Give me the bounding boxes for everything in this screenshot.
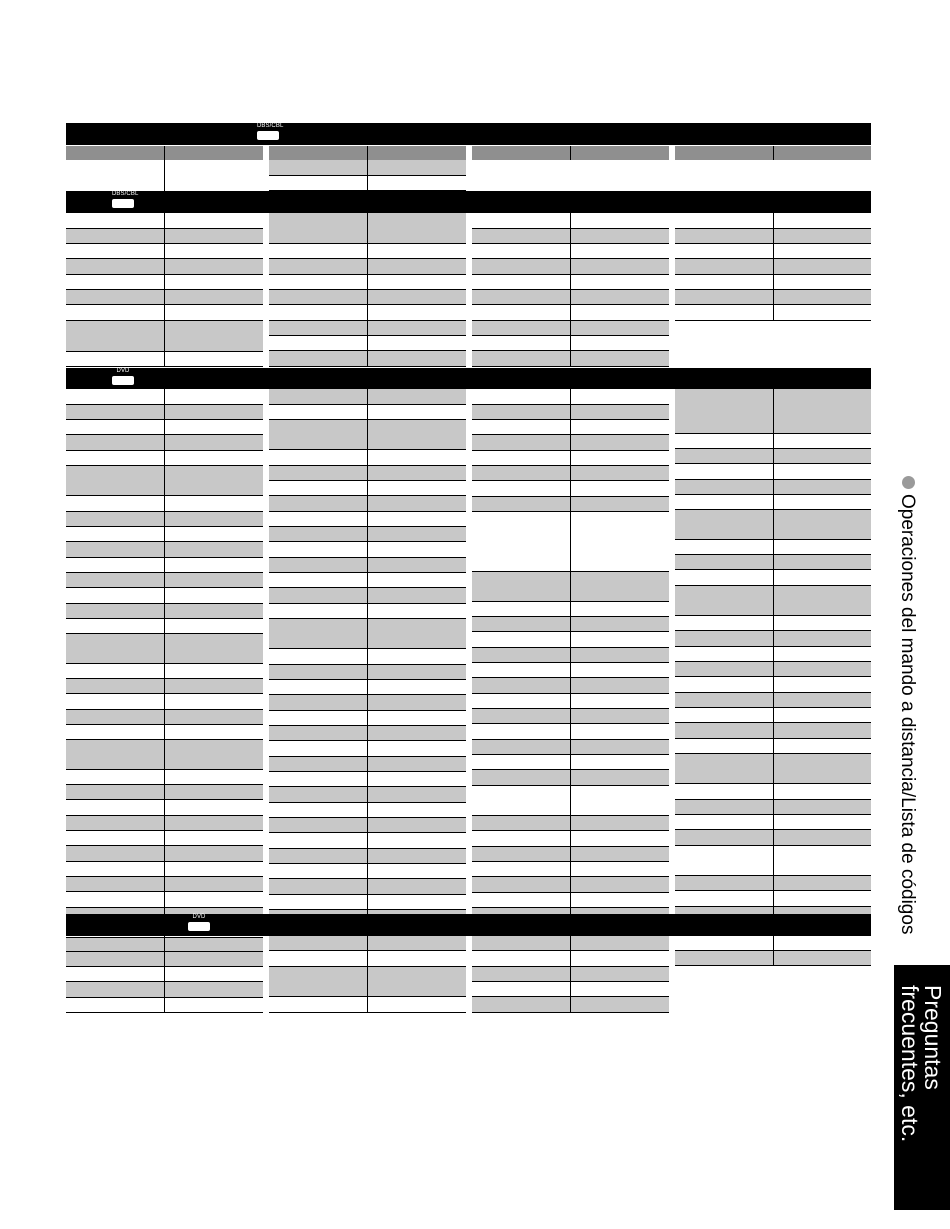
remote-button-icon bbox=[112, 368, 134, 386]
section-header bbox=[66, 123, 871, 145]
remote-button-label: DBS/CBL bbox=[257, 123, 284, 129]
column-divider bbox=[367, 160, 368, 191]
column-divider bbox=[773, 213, 774, 321]
remote-button-shape bbox=[112, 199, 134, 208]
column-divider bbox=[773, 389, 774, 922]
column-divider bbox=[164, 213, 165, 367]
faq-tab-line1: Preguntas bbox=[920, 985, 946, 1090]
faq-tab-line2: frecuentes, etc. bbox=[897, 985, 923, 1143]
remote-button-label: DVD bbox=[116, 368, 130, 374]
column-divider bbox=[164, 936, 165, 1013]
remote-button-label: DVD bbox=[192, 914, 206, 920]
remote-button-shape bbox=[188, 922, 210, 931]
bullet-icon bbox=[902, 476, 915, 489]
column-divider bbox=[570, 389, 571, 939]
column-divider bbox=[164, 389, 165, 954]
column-divider bbox=[367, 146, 368, 160]
side-title-text: Operaciones del mando a distancia/Lista de códigos bbox=[897, 494, 918, 935]
column-divider bbox=[367, 936, 368, 1013]
remote-button-icon bbox=[112, 191, 139, 209]
section-header bbox=[66, 368, 871, 389]
column-divider bbox=[570, 936, 571, 1013]
column-divider bbox=[570, 146, 571, 160]
remote-button-icon bbox=[188, 914, 210, 932]
column-divider bbox=[367, 389, 368, 941]
column-divider bbox=[367, 213, 368, 367]
remote-button-shape bbox=[257, 131, 279, 140]
column-divider bbox=[164, 146, 165, 160]
remote-button-icon bbox=[257, 123, 284, 141]
column-divider bbox=[773, 936, 774, 966]
column-divider bbox=[164, 160, 165, 191]
column-divider bbox=[570, 213, 571, 367]
remote-button-label: DBS/CBL bbox=[112, 191, 139, 197]
section-header bbox=[66, 191, 871, 213]
remote-button-shape bbox=[112, 376, 134, 385]
faq-tab[interactable] bbox=[894, 965, 950, 1210]
column-divider bbox=[773, 146, 774, 160]
section-header bbox=[66, 914, 871, 936]
